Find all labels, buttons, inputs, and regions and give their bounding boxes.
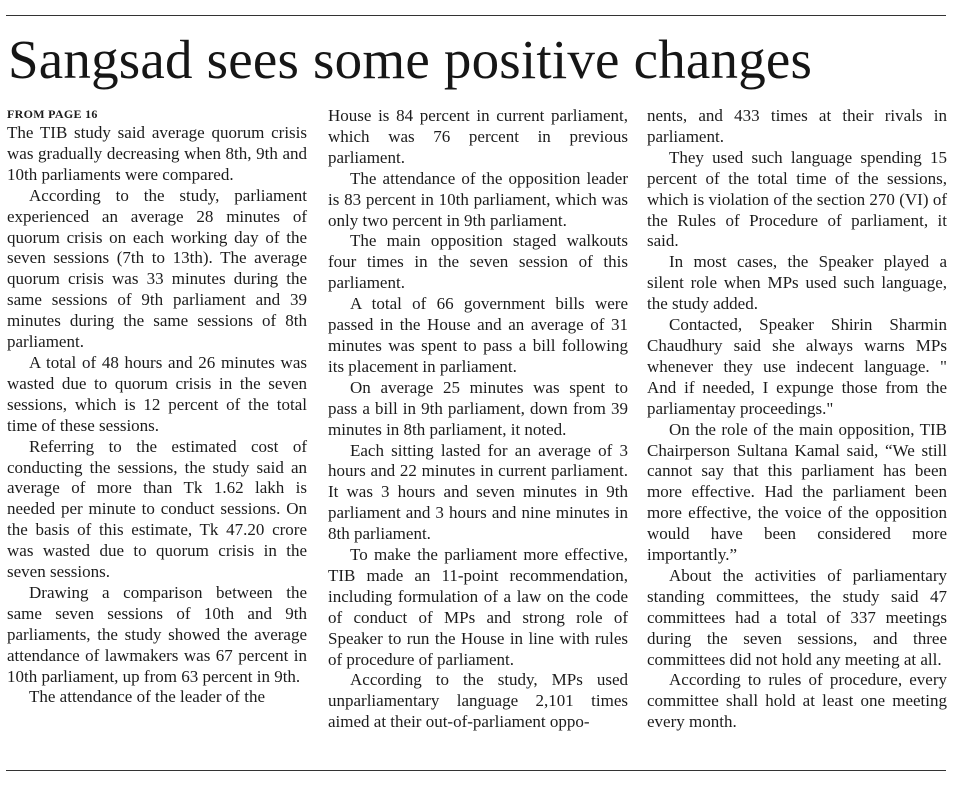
article-column-3 [647,106,947,733]
paragraph: In most cases, the Speaker played a silent role when MPs used such language, the study added. [647,252,947,314]
paragraph: According to the study, MPs used unparliamentary language 2,101 times aimed at their out-of-parliament oppo- [328,670,628,732]
paragraph: They used such language spending 15 percent of the total time of the sessions, which is violation of the section 270 (VI) of the Rules of Procedure of parliament, it said. [647,147,947,251]
paragraph: On average 25 minutes was spent to pass a bill in 9th parliament, down from 39 minutes in 8th parliament, it noted. [328,377,628,439]
paragraph: According to rules of procedure, every committee shall hold at least one meeting every month. [647,670,947,732]
paragraph: About the activities of parliamentary standing committees, the study said 47 committees had a total of 337 meetings during the seven sessions, and three committees did not hold any meeting at all. [647,565,947,669]
paragraph: According to the study, parliament experienced an average 28 minutes of quorum crisis on each working day of the seven sessions (7th to 13th). The average quorum crisis was 33 minutes during the same sessions of 9th parliament and 39 minutes during the same sessions of 8th parliament. [7,185,307,352]
paragraph: The TIB study said average quorum crisis was gradually decreasing when 8th, 9th and 10th parliaments were compared. [7,123,307,184]
paragraph: A total of 48 hours and 26 minutes was wasted due to quorum crisis in the seven sessions, which is 12 percent of the total time of these sessions. [7,352,307,435]
paragraph: A total of 66 government bills were passed in the House and an average of 31 minutes was spent to pass a bill following its placement in parliament. [328,294,628,376]
paragraph: The main opposition staged walkouts four times in the seven session of this parliament. [328,231,628,293]
bottom-rule [6,770,946,771]
headline: Sangsad sees some positive changes [8,29,813,90]
paragraph: On the role of the main opposition, TIB Chairperson Sultana Kamal said, “We still cannot say that this parliament has been more effective. Had the parliament been more effective, the voice of the opposition would have been considered more importantly.” [647,419,947,565]
paragraph: Contacted, Speaker Shirin Sharmin Chaudhury said she always warns MPs whenever they use indecent language. " And if needed, I expunge those from the parliamentay proceedings." [647,315,947,418]
top-rule [6,15,946,16]
article-column-1 [7,106,307,708]
paragraph: nents, and 433 times at their rivals in parliament. [647,106,947,146]
paragraph: House is 84 percent in current parliament, which was 76 percent in previous parliament. [328,106,628,167]
paragraph: To make the parliament more effective, TIB made an 11-point recommendation, including formulation of a law on the code of conduct of MPs and strong role of Speaker to run the House in line with rules of procedure of parliament. [328,545,628,669]
paragraph: Referring to the estimated cost of conducting the sessions, the study said an average of more than Tk 1.62 lakh is needed per minute to conduct sessions. On the basis of this estimate, Tk 47.20 crore was wasted due to quorum crisis in the seven sessions. [7,436,307,582]
article-column-2 [328,106,628,733]
continuation-kicker: FROM PAGE 16 [7,107,98,121]
paragraph: The attendance of the leader of the [29,687,265,707]
paragraph: Each sitting lasted for an average of 3 hours and 22 minutes in current parliament. It was 3 hours and seven minutes in 9th parliament and 3 hours and nine minutes in 8th parliament. [328,440,628,544]
paragraph: Drawing a comparison between the same seven sessions of 10th and 9th parliaments, the study showed the average attendance of lawmakers was 67 percent in 10th parliament, up from 63 percent in 9th. [7,582,307,686]
paragraph: The attendance of the opposition leader is 83 percent in 10th parliament, which was only two percent in 9th parliament. [328,168,628,230]
